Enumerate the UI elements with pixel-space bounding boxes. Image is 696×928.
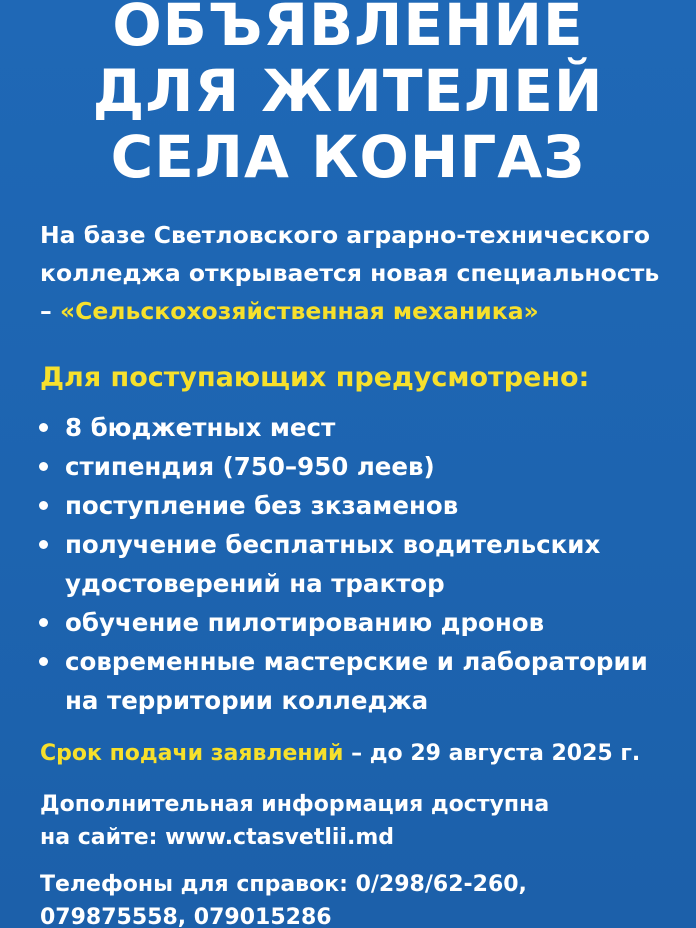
phones-line-2: 079875558, 079015286: [40, 905, 332, 928]
bullet-icon: [39, 540, 48, 549]
contact-phones: [40, 868, 527, 928]
bullet-icon: [39, 657, 48, 666]
benefit-text: современные мастерские и лаборатории: [65, 647, 648, 676]
benefits-list: [36, 408, 686, 720]
title-line-3: СЕЛА КОНГАЗ: [110, 123, 586, 191]
benefit-item: [36, 408, 686, 447]
bullet-icon: [39, 423, 48, 432]
benefit-item: [36, 486, 686, 525]
deadline-date: – до 29 августа 2025 г.: [343, 741, 641, 766]
benefit-text: стипендия (750–950 леев): [65, 452, 435, 481]
bullet-icon: [39, 618, 48, 627]
benefit-text: обучение пилотированию дронов: [65, 608, 545, 637]
benefit-item: [36, 642, 686, 720]
phones-line-1: Телефоны для справок: 0/298/62-260,: [40, 872, 527, 897]
title-line-1: ОБЪЯВЛЕНИЕ: [112, 0, 584, 59]
intro-paragraph: [40, 216, 680, 330]
benefit-text: поступление без зкзаменов: [65, 491, 459, 520]
info-website: на сайте: www.ctasvetlii.md: [40, 825, 394, 850]
benefit-text-continued: удостоверений на трактор: [65, 569, 445, 598]
bullet-icon: [39, 501, 48, 510]
intro-dash: –: [40, 297, 60, 325]
intro-line-1: На базе Светловского аграрно-технического: [40, 221, 650, 249]
additional-info: [40, 788, 549, 854]
benefit-text: получение бесплатных водительских: [65, 530, 601, 559]
poster-title: [0, 0, 696, 190]
benefit-item: [36, 603, 686, 642]
bullet-icon: [39, 462, 48, 471]
deadline-label: Срок подачи заявлений: [40, 741, 344, 766]
benefit-text-continued: на территории колледжа: [65, 686, 429, 715]
intro-line-3: [40, 292, 680, 330]
info-line-1: Дополнительная информация доступна: [40, 792, 550, 817]
deadline-notice: [40, 735, 640, 773]
benefit-item: [36, 447, 686, 486]
benefits-heading: Для поступающих предусмотрено:: [40, 362, 590, 393]
intro-line-2: колледжа открывается новая специальность: [40, 259, 660, 287]
specialty-name: «Сельскохозяйственная механика»: [59, 297, 539, 325]
benefit-text: 8 бюджетных мест: [65, 413, 336, 442]
title-line-2: ДЛЯ ЖИТЕЛЕЙ: [92, 57, 604, 125]
benefit-item: [36, 525, 686, 603]
